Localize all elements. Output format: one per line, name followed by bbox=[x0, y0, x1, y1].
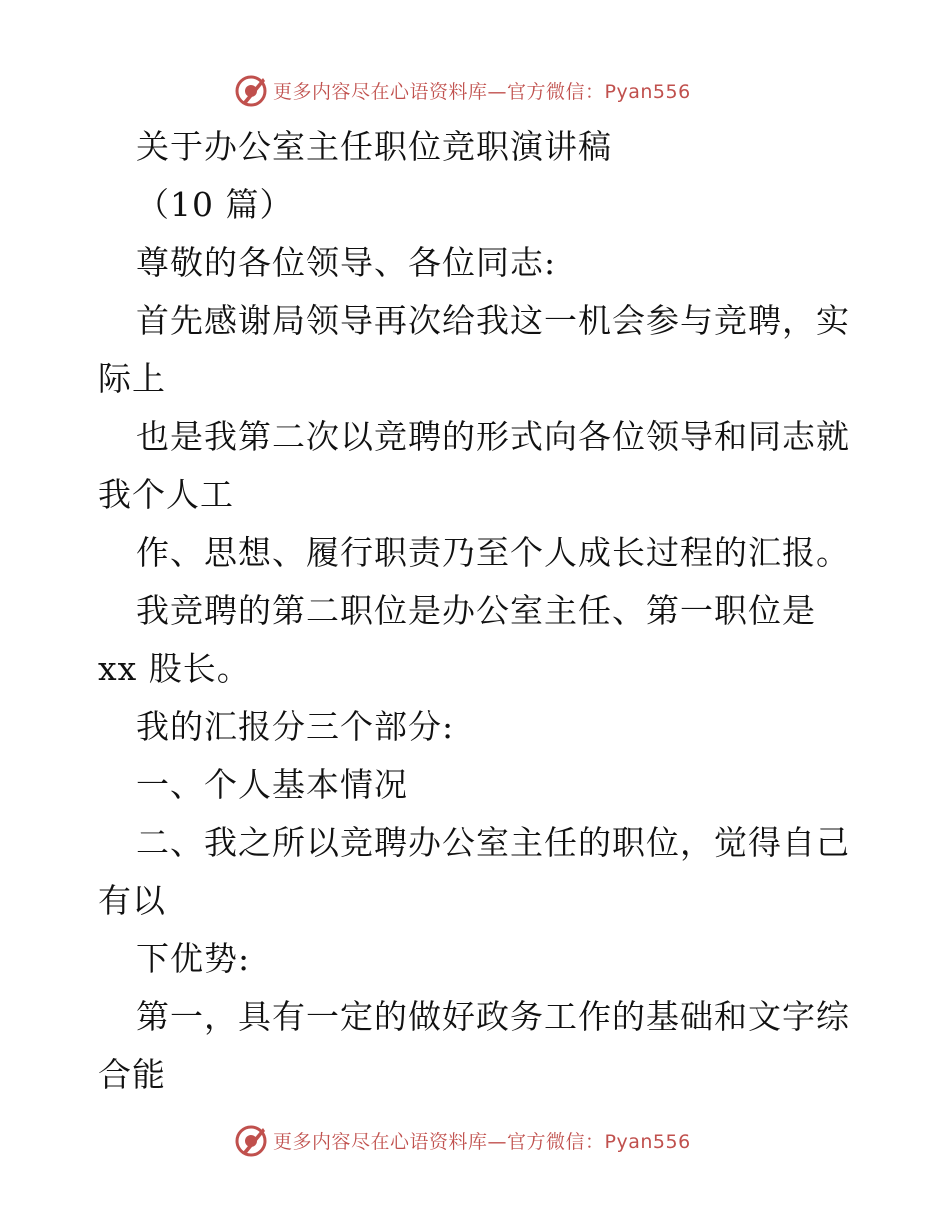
text-line: 有以 bbox=[98, 881, 166, 920]
quill-logo-icon bbox=[233, 1122, 269, 1158]
text-line: 际上 bbox=[98, 359, 166, 398]
header-watermark bbox=[233, 70, 691, 110]
text-line: （10 篇） bbox=[136, 185, 294, 224]
text-line: 二、我之所以竞聘办公室主任的职位，觉得自己 bbox=[136, 823, 850, 862]
text-line: 下优势: bbox=[136, 939, 251, 978]
text-line: xx 股长。 bbox=[98, 649, 251, 688]
text-line: 第一，具有一定的做好政务工作的基础和文字综 bbox=[136, 997, 850, 1036]
text-line: 也是我第二次以竞聘的形式向各位领导和同志就 bbox=[136, 417, 850, 456]
text-line: 尊敬的各位领导、各位同志: bbox=[136, 243, 557, 282]
watermark-text: 更多内容尽在心语资料库—官方微信：Pyan556 bbox=[273, 1130, 691, 1153]
text-line: 关于办公室主任职位竞职演讲稿 bbox=[136, 127, 612, 166]
document-body bbox=[98, 118, 858, 1104]
text-line: 首先感谢局领导再次给我这一机会参与竞聘，实 bbox=[136, 301, 850, 340]
quill-logo-icon bbox=[233, 72, 269, 108]
text-line: 一、个人基本情况 bbox=[136, 765, 408, 804]
text-line: 作、思想、履行职责乃至个人成长过程的汇报。 bbox=[136, 533, 850, 572]
text-line: 我个人工 bbox=[98, 475, 234, 514]
text-line: 合能 bbox=[98, 1055, 166, 1094]
text-line: 我的汇报分三个部分: bbox=[136, 707, 455, 746]
text-line: 我竞聘的第二职位是办公室主任、第一职位是 bbox=[136, 591, 816, 630]
footer-watermark bbox=[233, 1120, 691, 1160]
watermark-text: 更多内容尽在心语资料库—官方微信：Pyan556 bbox=[273, 80, 691, 103]
